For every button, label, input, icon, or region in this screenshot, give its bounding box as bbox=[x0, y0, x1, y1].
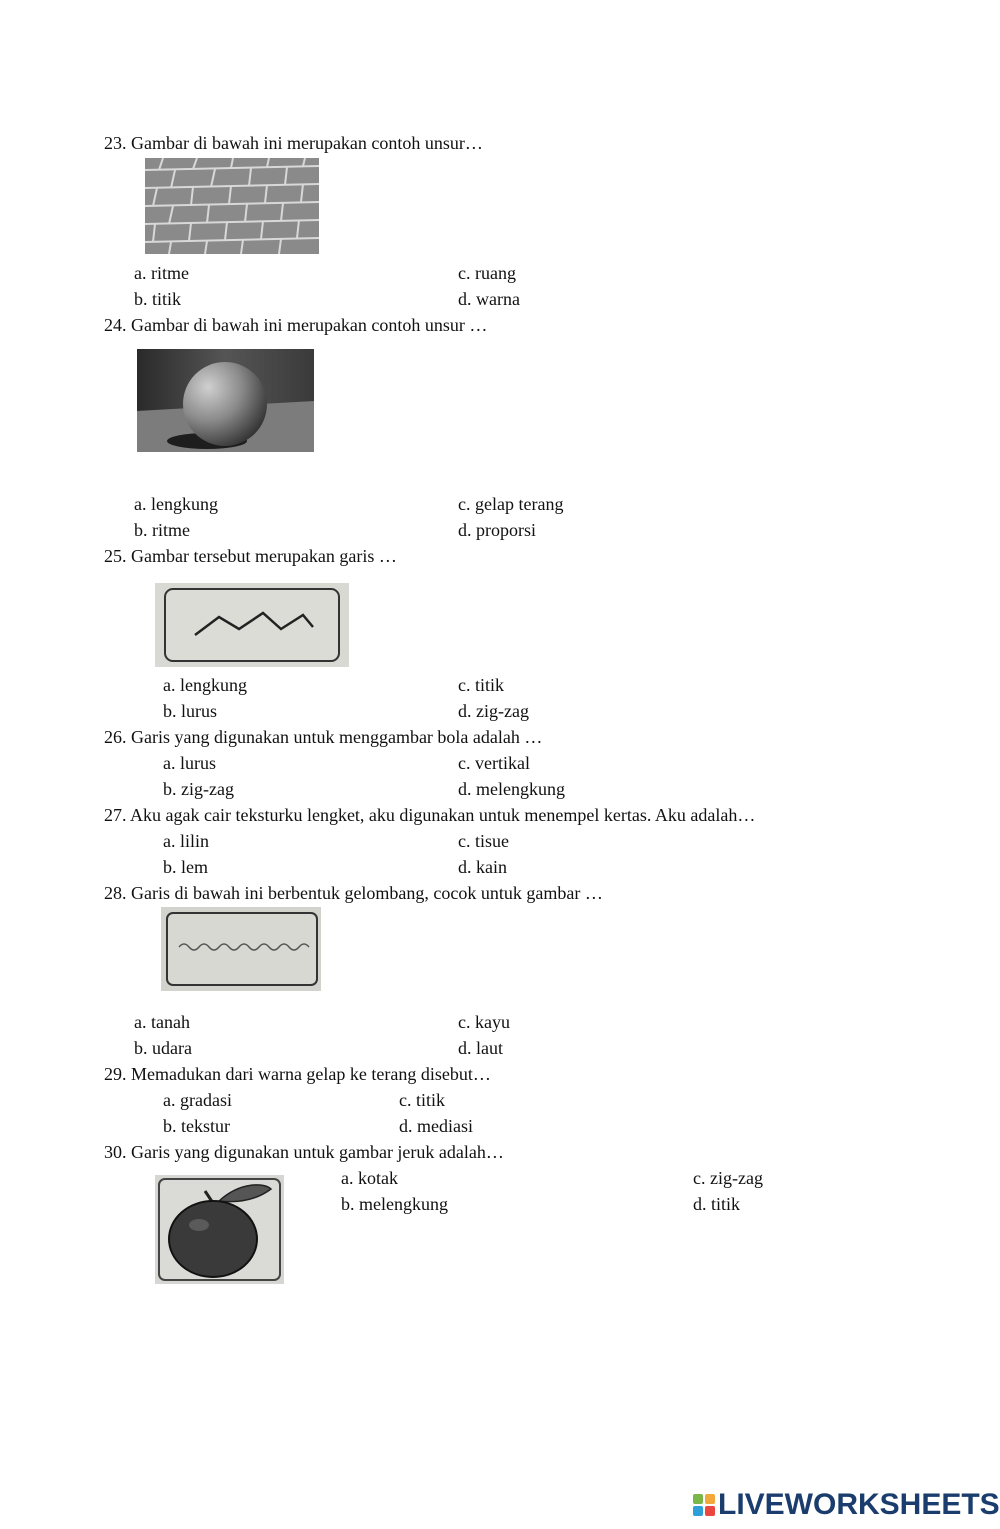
q26-option-c: c. vertikal bbox=[458, 753, 530, 773]
wavy-line-image bbox=[161, 907, 321, 991]
q28-option-b: b. udara bbox=[134, 1038, 192, 1058]
q30-option-b: b. melengkung bbox=[341, 1194, 448, 1214]
q23-option-c: c. ruang bbox=[458, 263, 516, 283]
q25-option-b: b. lurus bbox=[163, 701, 217, 721]
logo-square-4 bbox=[705, 1506, 715, 1516]
q30-option-d: d. titik bbox=[693, 1194, 741, 1214]
q25-option-a: a. lengkung bbox=[163, 675, 247, 695]
zigzag-line-image bbox=[155, 583, 349, 667]
liveworksheets-logo-text: LIVEWORKSHEETS bbox=[718, 1488, 1000, 1521]
logo-square-1 bbox=[693, 1494, 703, 1504]
q28-option-d: d. laut bbox=[458, 1038, 503, 1058]
q27-option-a: a. lilin bbox=[163, 831, 209, 851]
q24-option-b: b. ritme bbox=[134, 520, 190, 540]
question-30-text: 30. Garis yang digunakan untuk gambar jeruk adalah… bbox=[104, 1142, 504, 1162]
logo-square-2 bbox=[705, 1494, 715, 1504]
q29-option-b: b. tekstur bbox=[163, 1116, 230, 1136]
question-23-text: 23. Gambar di bawah ini merupakan contoh unsur… bbox=[104, 133, 483, 153]
liveworksheets-logo[interactable] bbox=[693, 1489, 1000, 1521]
q28-option-a: a. tanah bbox=[134, 1012, 190, 1032]
logo-square-3 bbox=[693, 1506, 703, 1516]
question-27-text: 27. Aku agak cair teksturku lengket, aku digunakan untuk menempel kertas. Aku adalah… bbox=[104, 805, 756, 825]
paving-brick-pattern-image bbox=[145, 158, 319, 254]
liveworksheets-mark-icon bbox=[693, 1494, 715, 1516]
question-24-text: 24. Gambar di bawah ini merupakan contoh unsur … bbox=[104, 315, 488, 335]
q25-option-c: c. titik bbox=[458, 675, 504, 695]
question-28-text: 28. Garis di bawah ini berbentuk gelombang, cocok untuk gambar … bbox=[104, 883, 603, 903]
q27-option-c: c. tisue bbox=[458, 831, 509, 851]
q26-option-d: d. melengkung bbox=[458, 779, 565, 799]
q25-option-d: d. zig-zag bbox=[458, 701, 529, 721]
q24-option-a: a. lengkung bbox=[134, 494, 218, 514]
shaded-sphere-image bbox=[137, 349, 314, 452]
q26-option-a: a. lurus bbox=[163, 753, 216, 773]
q30-option-c: c. zig-zag bbox=[693, 1168, 763, 1188]
q24-option-c: c. gelap terang bbox=[458, 494, 564, 514]
q23-option-a: a. ritme bbox=[134, 263, 189, 283]
q26-option-b: b. zig-zag bbox=[163, 779, 234, 799]
q29-option-c: c. titik bbox=[399, 1090, 445, 1110]
q29-option-d: d. mediasi bbox=[399, 1116, 473, 1136]
q29-option-a: a. gradasi bbox=[163, 1090, 232, 1110]
q23-option-d: d. warna bbox=[458, 289, 520, 309]
question-26-text: 26. Garis yang digunakan untuk menggambar bola adalah … bbox=[104, 727, 543, 747]
orange-fruit-image bbox=[155, 1175, 284, 1284]
q30-option-a: a. kotak bbox=[341, 1168, 398, 1188]
q24-option-d: d. proporsi bbox=[458, 520, 536, 540]
q28-option-c: c. kayu bbox=[458, 1012, 510, 1032]
q23-option-b: b. titik bbox=[134, 289, 182, 309]
q27-option-d: d. kain bbox=[458, 857, 507, 877]
q27-option-b: b. lem bbox=[163, 857, 208, 877]
question-29-text: 29. Memadukan dari warna gelap ke terang disebut… bbox=[104, 1064, 491, 1084]
question-25-text: 25. Gambar tersebut merupakan garis … bbox=[104, 546, 397, 566]
